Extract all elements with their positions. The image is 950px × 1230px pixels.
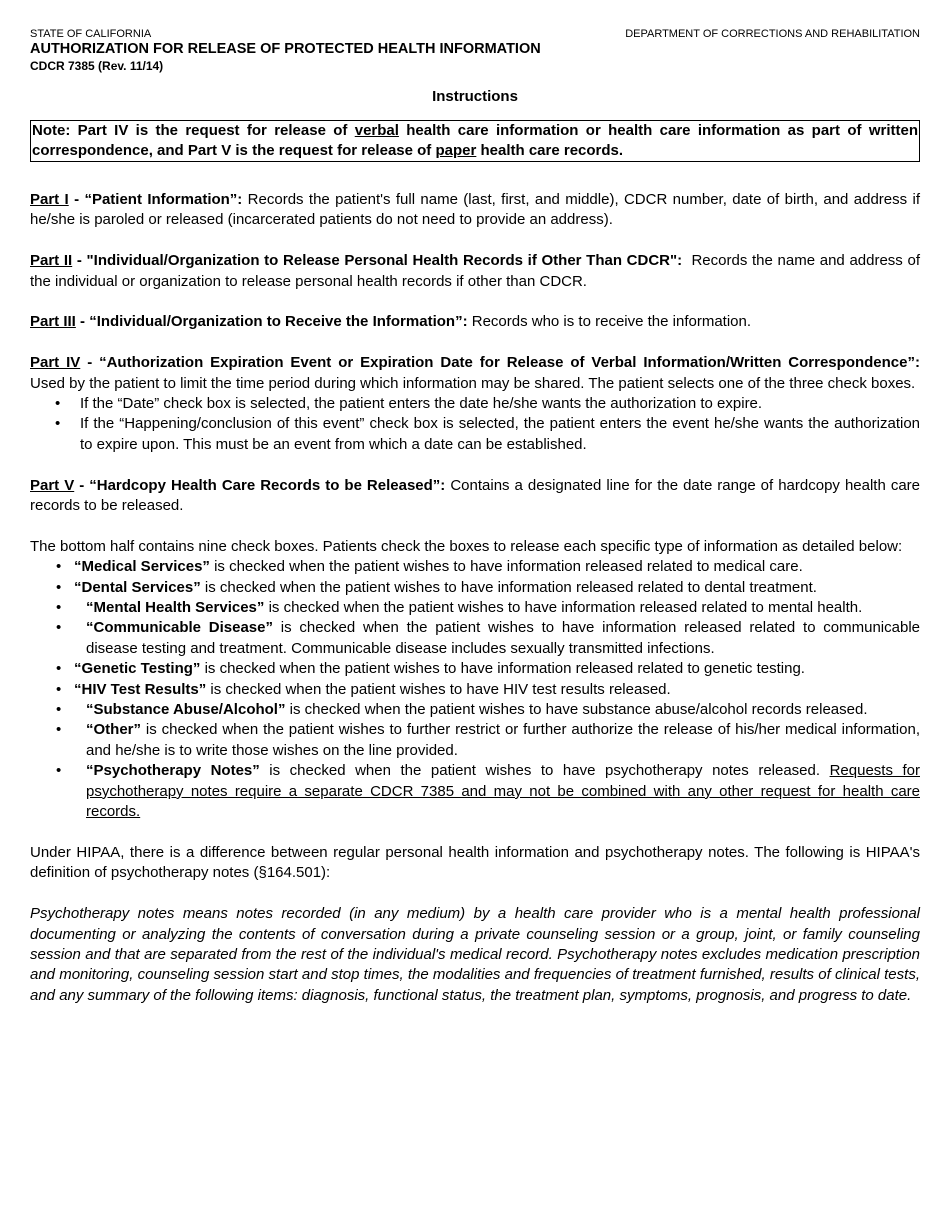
part-1-heading: - “Patient Information”: — [68, 191, 243, 208]
list-item: • “Other” is checked when the patient wishes to further restrict or further authorize the release of his/her medical information, and he/she is to write those wishes on the line provided. — [56, 721, 920, 759]
note-verbal: verbal — [354, 122, 399, 139]
part-3-paragraph — [30, 312, 920, 332]
type-term: “Genetic Testing” — [74, 660, 201, 678]
bullet-glyph: • — [56, 721, 62, 739]
note-prefix: Note: Part IV is the request for release of — [32, 122, 355, 139]
note-suffix: health care records. — [476, 142, 624, 159]
state-label: STATE OF CALIFORNIA — [30, 28, 152, 40]
type-term: “Dental Services” — [74, 578, 201, 596]
instructions-heading: Instructions — [432, 88, 518, 105]
part-4-text: Used by the patient to limit the time period during which information may be shared. The patient selects one of the three check boxes. — [30, 374, 916, 392]
part-5-label: Part V — [30, 476, 75, 494]
part-3-text: Records who is to receive the information. — [467, 313, 752, 331]
part-4-heading: - “Authorization Expiration Event or Expiration Date for Release of Verbal Information/Written Correspondence”: — [80, 354, 920, 372]
part-2-label: Part II — [30, 252, 73, 270]
part-3-heading: - “Individual/Organization to Receive the Information”: — [75, 313, 468, 331]
type-term: “Mental Health Services” — [86, 599, 265, 617]
list-item: • “Psychotherapy Notes” is checked when the patient wishes to have psychotherapy notes released. Requests for psychotherapy notes require a separate CDCR 7385 and may not be combined with any other request for health care records. — [56, 762, 920, 821]
list-item: • “Substance Abuse/Alcohol” is checked when the patient wishes to have substance abuse/alcohol records released. — [30, 700, 920, 720]
hipaa-definition: Psychotherapy notes means notes recorded (in any medium) by a health care provider who is a mental health professional documenting or analyzing the contents of conversation during a private counseling session or a group, joint, or family counseling session and that are separated from the rest of the individual's medical record. Psychotherapy notes excludes medication prescription and monitoring, counseling session start and stop times, the modalities and frequencies of treatment furnished, results of clinical tests, and any summary of the following items: diagnosis, functional status, the treatment plan, symptoms, prognosis, and progress to date. — [30, 905, 920, 1004]
part-1-paragraph — [30, 190, 920, 231]
checkbox-intro: The bottom half contains nine check boxes. Patients check the boxes to release each specific type of information as detailed below: — [30, 537, 903, 555]
bullet-glyph: • — [56, 660, 62, 678]
list-item: • “Mental Health Services” is checked when the patient wishes to have information released related to mental health. — [30, 598, 920, 618]
note-box — [30, 120, 920, 162]
part-2-paragraph — [30, 251, 925, 292]
bullet-glyph: • — [56, 578, 62, 596]
hipaa-intro: Under HIPAA, there is a difference between regular personal health information and psychotherapy notes. The following is HIPAA's definition of psychotherapy notes (§164.501): — [30, 843, 920, 882]
list-item: • “Dental Services” is checked when the patient wishes to have information released related to dental treatment. — [30, 578, 920, 598]
part-5-heading: - “Hardcopy Health Care Records to be Released”: — [74, 476, 446, 494]
note-middle: health care information or health care information as part of written correspondence, and Part V is the request for release of — [32, 122, 918, 159]
bullet-glyph: • — [56, 599, 62, 617]
form-title: AUTHORIZATION FOR RELEASE OF PROTECTED HEALTH INFORMATION — [30, 41, 541, 57]
part-1-label: Part I — [30, 191, 69, 208]
note-paper: paper — [435, 142, 477, 159]
part-3-label: Part III — [30, 313, 76, 331]
part-2-text: Records the name and address of the individual or organization to release personal health records if other than CDCR. — [30, 252, 925, 290]
form-number: CDCR 7385 (Rev. 11/14) — [30, 59, 164, 73]
bullet-glyph: • — [56, 701, 62, 719]
bullet-glyph: • — [55, 395, 61, 413]
type-term: “HIV Test Results” — [74, 680, 207, 698]
list-item: • “Medical Services” is checked when the patient wishes to have information released related to medical care. — [30, 557, 920, 577]
list-item: • If the “Date” check box is selected, the patient enters the date he/she wants the authorization to expire. — [30, 394, 920, 414]
psychotherapy-requirement: Requests for psychotherapy notes require a separate CDCR 7385 and may not be combined with any other request for health care records. — [86, 762, 920, 821]
checkbox-types-list — [30, 557, 920, 822]
type-term: “Substance Abuse/Alcohol” — [86, 701, 286, 719]
list-item: • “Communicable Disease” is checked when the patient wishes to have information released related to communicable disease testing and treatment. Communicable disease includes sexually transmitted infections. — [56, 619, 920, 657]
type-term: “Psychotherapy Notes” — [86, 762, 260, 780]
list-item: • If the “Happening/conclusion of this event” check box is selected, the patient enters the event he/she wants the authorization to expire upon. This must be an event from which a date can be established. — [55, 415, 920, 453]
list-item: • “Genetic Testing” is checked when the patient wishes to have information released related to genetic testing. — [30, 659, 920, 679]
part-2-heading: - "Individual/Organization to Release Personal Health Records if Other Than CDCR": — [72, 252, 683, 270]
type-term: “Medical Services” — [74, 558, 210, 576]
bullet-glyph: • — [56, 558, 62, 576]
part-4-bullet-list — [30, 394, 920, 455]
bullet-glyph: • — [56, 619, 62, 637]
part-5-text: Contains a designated line for the date range of hardcopy health care records to be released. — [30, 476, 921, 515]
part-4-paragraph — [30, 353, 920, 394]
part-5-paragraph — [30, 476, 920, 517]
bullet-glyph: • — [55, 415, 61, 433]
type-term: “Other” — [86, 721, 142, 739]
bullet-glyph: • — [56, 680, 62, 698]
part-4-label: Part IV — [30, 354, 81, 372]
list-item: • “HIV Test Results” is checked when the patient wishes to have HIV test results released. — [30, 680, 920, 700]
header-top-row — [30, 28, 920, 41]
department-label: DEPARTMENT OF CORRECTIONS AND REHABILITATION — [625, 28, 920, 40]
part-1-text: Records the patient's full name (last, first, and middle), CDCR number, date of birth, and address if he/she is paroled or released (incarcerated patients do not need to provide an address). — [30, 191, 920, 229]
bullet-glyph: • — [56, 762, 62, 780]
type-term: “Communicable Disease” — [86, 619, 273, 637]
